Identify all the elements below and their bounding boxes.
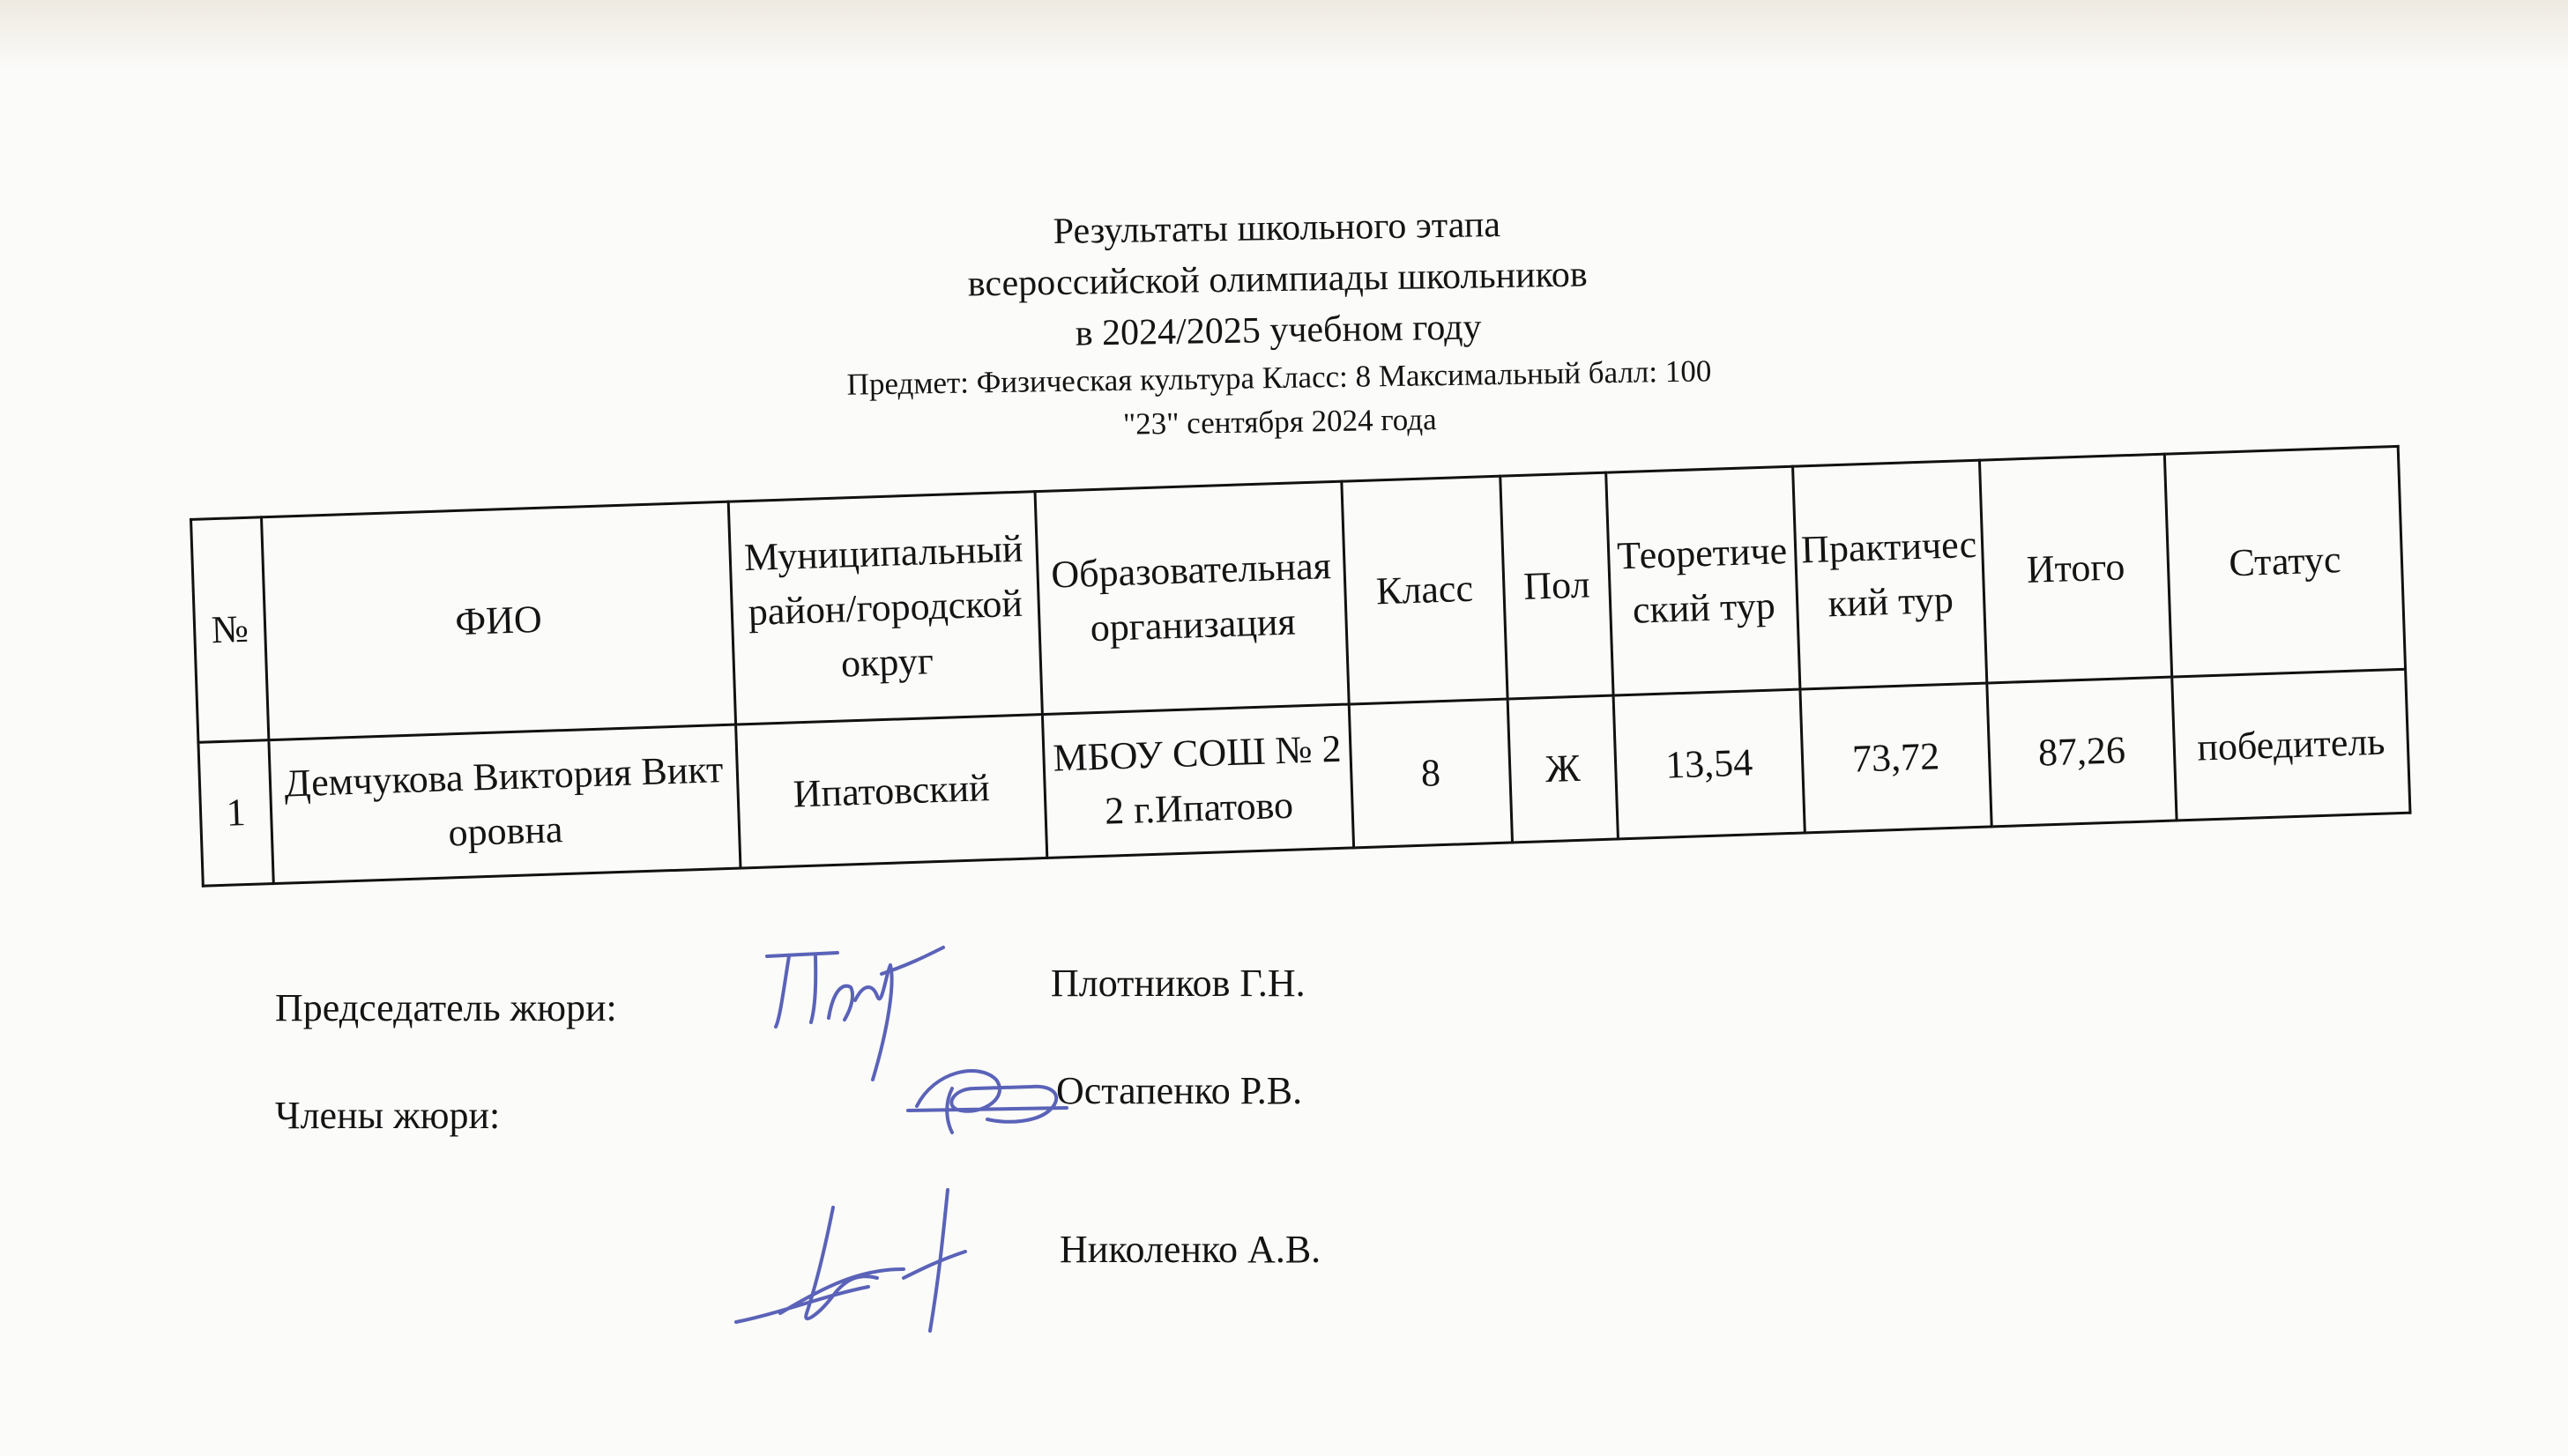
cell-practice: 73,72: [1800, 683, 1991, 833]
member-2-name: Николенко А.В.: [1060, 1228, 1321, 1271]
heading-line-1: Результаты школьного этапа: [1053, 204, 1501, 252]
results-table: [190, 445, 2412, 888]
cell-total: 87,26: [1987, 677, 2177, 827]
chair-name: Плотников Г.Н.: [1051, 962, 1306, 1005]
col-header-fio: ФИО: [262, 501, 736, 739]
cell-gender: Ж: [1507, 695, 1618, 843]
chair-label: Председатель жюри:: [275, 986, 617, 1029]
cell-number: 1: [198, 740, 273, 887]
col-header-grade: Класс: [1342, 476, 1507, 704]
col-header-status: Статус: [2164, 446, 2405, 677]
col-header-district: Муниципальный район/городской округ: [728, 492, 1042, 724]
member-1-signature: [899, 1044, 1076, 1141]
col-header-practice: Практический тур: [1793, 460, 1987, 689]
member-2-signature: [727, 1181, 1018, 1340]
cell-district: Ипатовский: [736, 715, 1047, 868]
member-1-name: Остапенко Р.В.: [1056, 1069, 1303, 1112]
members-label: Члены жюри:: [275, 1094, 501, 1137]
cell-theory: 13,54: [1613, 689, 1805, 839]
cell-status: победитель: [2172, 669, 2410, 821]
paper-top-shadow: [0, 0, 2568, 71]
cell-organization: МБОУ СОШ № 22 г.Ипатово: [1042, 704, 1353, 858]
heading-line-3: в 2024/2025 учебном году: [1075, 307, 1482, 354]
cell-fio: Демчукова Виктория Викторовна: [269, 724, 741, 883]
event-date: "23" сентября 2024 года: [1122, 402, 1437, 442]
col-header-gender: Пол: [1500, 472, 1613, 699]
col-header-number: №: [191, 517, 269, 743]
results-table-wrapper: [190, 445, 2409, 888]
subject-info: Предмет: Физическая культура Класс: 8 Максимальный балл: 100: [846, 353, 1712, 402]
heading-line-2: всероссийской олимпиады школьников: [967, 254, 1589, 305]
col-header-organization: Образовательная организация: [1035, 481, 1349, 714]
cell-grade: 8: [1349, 699, 1512, 848]
col-header-theory: Теоретический тур: [1606, 466, 1800, 695]
col-header-total: Итого: [1979, 454, 2171, 683]
document-heading: [615, 192, 1941, 455]
